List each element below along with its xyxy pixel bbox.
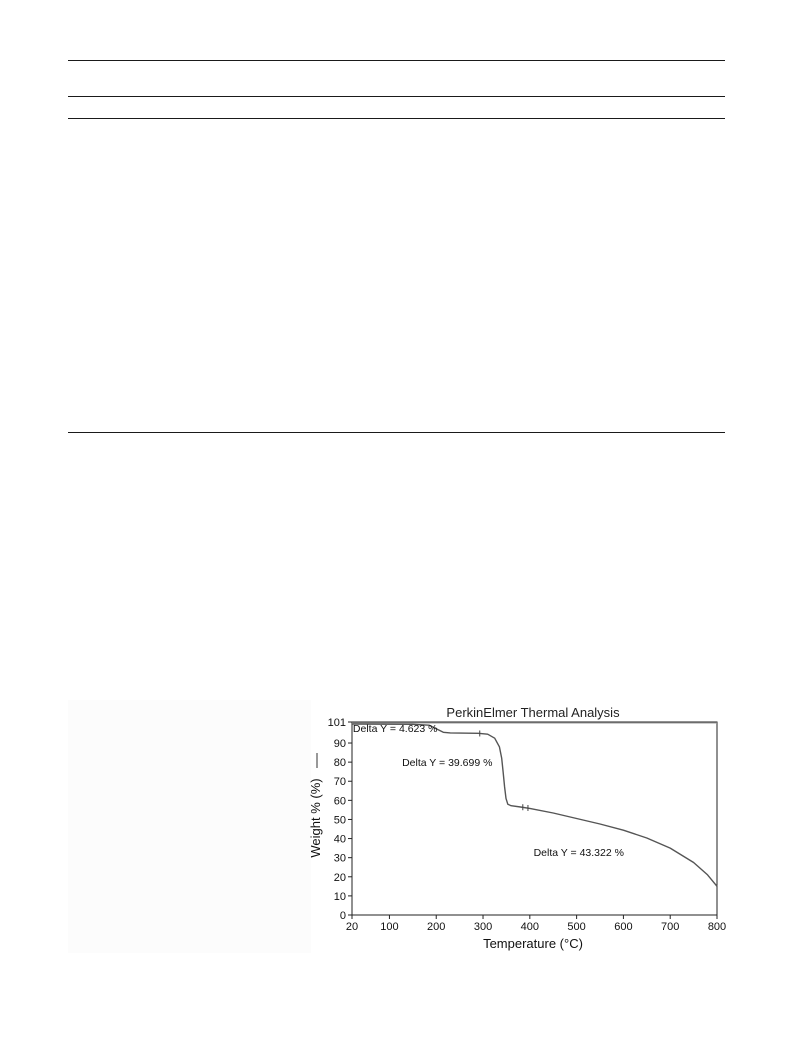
figure-left-panel	[68, 700, 311, 953]
y-tick-label: 101	[327, 717, 346, 729]
x-tick-label: 300	[473, 921, 493, 933]
delta-y-annotation: Delta Y = 43.322 %	[533, 846, 624, 859]
delta-y-annotation: Delta Y = 4.623 %	[352, 722, 438, 735]
table-bottom-rule	[68, 432, 725, 433]
weight-series-line	[352, 724, 717, 886]
y-tick-label: 30	[333, 852, 346, 865]
x-tick-label: 500	[567, 921, 586, 933]
y-tick-label: 0	[339, 910, 346, 922]
chart-title: PerkinElmer Thermal Analysis	[446, 705, 620, 720]
table-header-rule	[68, 96, 725, 97]
x-tick-label: 200	[427, 921, 446, 933]
plot-area	[328, 717, 727, 933]
y-tick-label: 70	[333, 776, 346, 789]
y-tick-label: 60	[333, 795, 346, 808]
y-tick-label: 20	[333, 871, 346, 884]
x-tick-label: 700	[661, 921, 680, 933]
x-tick-label: 100	[380, 921, 399, 933]
y-tick-label: 40	[333, 833, 346, 846]
y-tick-label: 90	[333, 738, 346, 751]
x-tick-label: 400	[520, 921, 540, 933]
y-tick-label: 80	[333, 757, 346, 770]
y-tick-label: 50	[333, 814, 346, 827]
y-tick-label: 10	[333, 890, 346, 903]
x-tick-label: 20	[345, 921, 359, 933]
y-axis-label: Weight % (%)	[308, 778, 323, 858]
x-axis-label: Temperature (°C)	[483, 936, 583, 951]
table-top-rule	[68, 60, 725, 61]
tga-chart	[300, 700, 730, 960]
delta-y-annotation: Delta Y = 39.699 %	[402, 756, 493, 769]
x-tick-label: 800	[707, 921, 727, 933]
table-body-rule	[68, 118, 725, 119]
plot-frame	[352, 722, 717, 915]
x-tick-label: 600	[614, 921, 633, 933]
